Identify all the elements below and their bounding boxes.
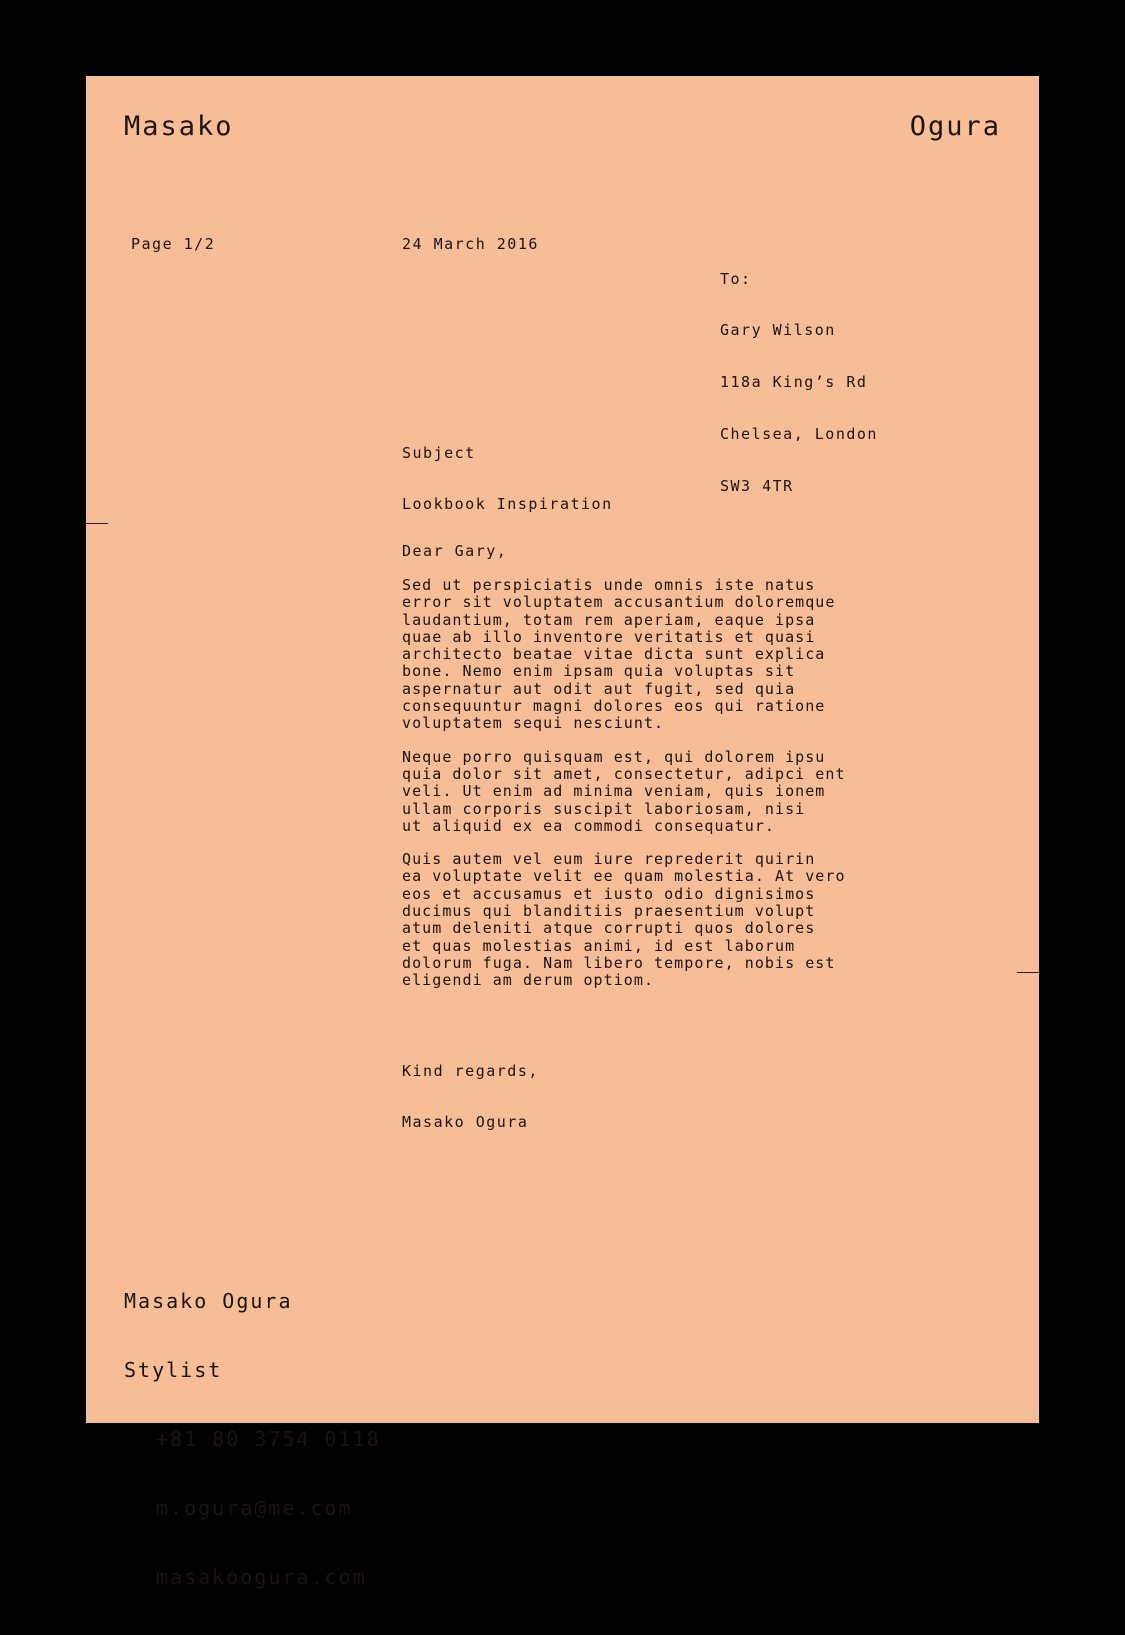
footer-title: Stylist [124, 1358, 223, 1382]
closing-phrase: Kind regards, [402, 1061, 539, 1080]
letter-date: 24 March 2016 [402, 235, 539, 253]
closing-block [402, 1028, 539, 1166]
footer-email: m.ogura@me.com [156, 1496, 353, 1520]
paragraph-line: ea voluptate velit ee quam molestia. At vero [402, 867, 846, 886]
paragraph-line: consequuntur magni dolores eos qui ratione [402, 697, 826, 716]
letter-body [402, 577, 922, 1006]
header-first-name: Masako [124, 111, 234, 142]
paragraph-line: architecto beatae vitae dicta sunt explica [402, 645, 826, 664]
paragraph-line: eos et accusamus et iusto odio dignisimos [402, 884, 816, 903]
paragraph-line: ducimus qui blanditiis praesentium volupt [402, 902, 816, 921]
paragraph-line: voluptatem sequi nesciunt. [402, 714, 665, 733]
recipient-address [720, 236, 878, 530]
paragraph-line: error sit voluptatem accusantium doloremque [402, 593, 836, 612]
subject-label: Subject [402, 443, 476, 462]
paragraph-line: ullam corporis suscipit laboriosam, nisi [402, 799, 806, 818]
paragraph-line: et quas molestias animi, id est laborum [402, 936, 796, 955]
paragraph-line: aspernatur aut odit aut fugit, sed quia [402, 679, 796, 698]
letter-paragraph [402, 749, 922, 835]
recipient-street: 118a King’s Rd [720, 373, 868, 392]
subject-block [402, 410, 613, 548]
paragraph-line: veli. Ut enim ad minima veniam, quis ionem [402, 782, 826, 801]
header-last-name: Ogura [909, 111, 1001, 142]
paragraph-line: eligendi am derum optiom. [402, 971, 655, 990]
recipient-postcode: SW3 4TR [720, 477, 794, 496]
recipient-label: To: [720, 269, 752, 288]
paragraph-line: ut aliquid ex ea commodi consequatur. [402, 816, 775, 835]
paragraph-line: quae ab illo inventore veritatis et quasi [402, 627, 816, 646]
paragraph-line: dolorum fuga. Nam libero tempore, nobis est [402, 953, 836, 972]
paragraph-line: Quis autem vel eum iure reprederit quirin [402, 850, 816, 869]
recipient-name: Gary Wilson [720, 321, 836, 340]
paragraph-line: Neque porro quisquam est, qui dolorem ipsu [402, 747, 826, 766]
letter-paragraph [402, 851, 922, 989]
recipient-city: Chelsea, London [720, 425, 878, 444]
letter-sheet [86, 76, 1039, 1589]
footer-name: Masako Ogura [124, 1289, 293, 1313]
page-number: Page 1/2 [131, 235, 216, 253]
subject-text: Lookbook Inspiration [402, 495, 613, 514]
footer-phone: +81 80 3754 0118 [156, 1427, 381, 1451]
fold-mark-left [86, 523, 108, 524]
paragraph-line: atum deleniti atque corrupti quos dolores [402, 919, 816, 938]
greeting: Dear Gary, [402, 542, 508, 560]
letter-paragraph [402, 577, 922, 733]
paragraph-line: quia dolor sit amet, consectetur, adipci ent [402, 764, 846, 783]
paragraph-line: Sed ut perspiciatis unde omnis iste natus [402, 576, 816, 594]
signature: Masako Ogura [402, 1113, 529, 1132]
footer-website: masakoogura.com [156, 1565, 367, 1589]
fold-mark-right [1017, 972, 1039, 973]
footer-contact [124, 1244, 381, 1635]
paragraph-line: laudantium, totam rem aperiam, eaque ipsa [402, 610, 816, 629]
paragraph-line: bone. Nemo enim ipsam quia voluptas sit [402, 662, 796, 681]
